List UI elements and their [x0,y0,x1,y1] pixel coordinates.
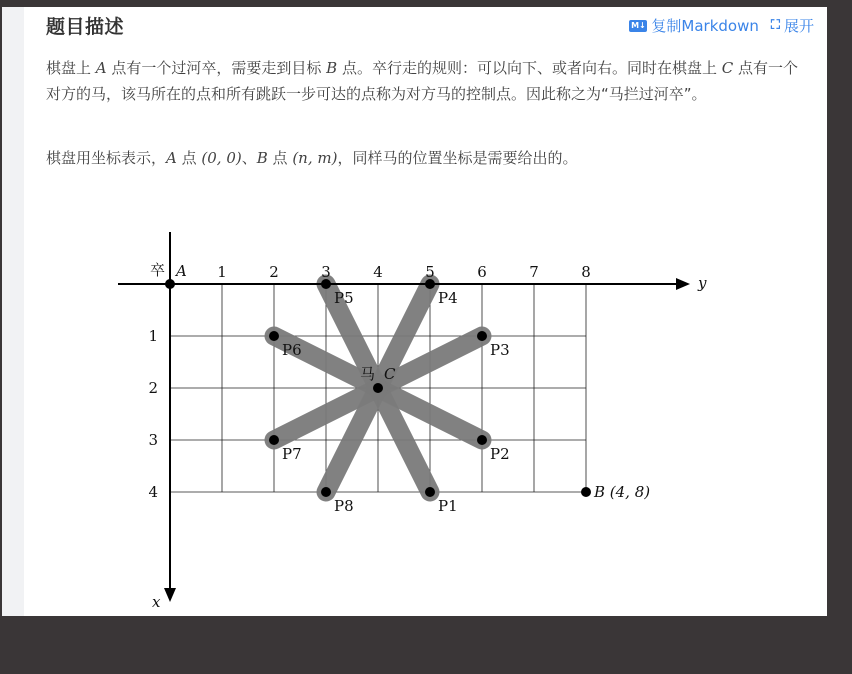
math-B: B [326,59,338,77]
row-label: 2 [148,379,158,397]
text-fragment: 点有一个对方的马，该马所在的点和所有跳跃一步可达的点称为对方马的控制点。因此称之为“马拦过河卒”。 [46,59,799,103]
row-label: 3 [148,431,158,449]
text-fragment: 、 [241,149,257,167]
x-axis-arrow-icon [164,588,176,602]
point-a-dot [165,279,175,289]
control-point-label-p4: P4 [438,289,458,307]
point-p8-dot [321,487,331,497]
col-label: 4 [373,263,383,281]
math-A-coord: (0, 0) [201,149,242,167]
section-title: 题目描述 [46,16,125,38]
col-label: 3 [321,263,331,281]
horse-c-dot [373,383,383,393]
point-p7-dot [269,435,279,445]
col-label: 8 [581,263,591,281]
math-C: C [721,59,734,77]
control-point-label-p7: P7 [282,445,302,463]
labels [148,261,707,611]
point-p2-dot [477,435,487,445]
control-point-label-p3: P3 [490,341,510,359]
point-c-label: C [384,365,396,383]
row-label: 1 [148,327,158,345]
expand-icon: ⛶ [770,18,780,33]
col-label: 7 [529,263,539,281]
col-label: 6 [477,263,487,281]
math-B-coord: (n, m) [292,149,338,167]
math-B: B [256,149,268,167]
control-point-label-p2: P2 [490,445,510,463]
horse-char: 马 [360,365,376,383]
text-fragment: 点有一个过河卒，需要走到目标 [106,59,327,77]
text-fragment: 点 [267,149,293,167]
point-p6-dot [269,331,279,341]
math-A: A [166,149,177,167]
col-label: 2 [269,263,279,281]
expand-label: 展开 [783,17,814,35]
y-axis-arrow-icon [676,278,690,290]
text-fragment: 点 [176,149,202,167]
y-axis-label: y [698,274,707,292]
point-b-dot [581,487,591,497]
pawn-char: 卒 [150,261,166,279]
col-label: 5 [425,263,435,281]
axes [118,232,690,602]
x-axis-label: x [152,593,161,611]
point-p1-dot [425,487,435,497]
point-b-label: B (4, 8) [594,483,651,501]
text-fragment: ，同样马的位置坐标是需要给出的。 [337,149,578,167]
control-point-label-p1: P1 [438,497,458,515]
point-a-label: A [176,262,187,280]
math-A: A [95,59,107,77]
control-point-label-p6: P6 [282,341,302,359]
copy-markdown-label: 复制Markdown [651,17,759,35]
control-point-label-p8: P8 [334,497,354,515]
text-fragment: 点。卒行走的规则：可以向下、或者向右。同时在棋盘上 [337,59,722,77]
point-p3-dot [477,331,487,341]
text-fragment: 棋盘上 [46,59,96,77]
row-label: 4 [148,483,158,501]
text-fragment: 棋盘用坐标表示， [46,149,167,167]
control-point-label-p5: P5 [334,289,354,307]
col-label: 1 [217,263,227,281]
markdown-icon: M↓ [631,20,646,30]
